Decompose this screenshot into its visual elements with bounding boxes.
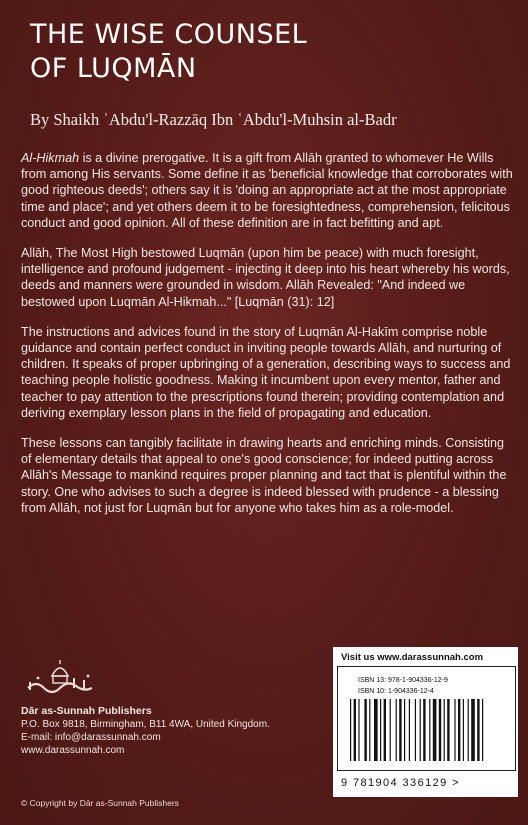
paragraph-1-text: is a divine prerogative. It is a gift from Allāh granted to whomever He Wills from among His servants. Some define it as 'beneficial knowledge that corroborates with good righteous deeds'; others say it is 'doing an appropriate act at the most appropriate time and place'; and yet others deem it to be foresightedness, comprehension, felicitous conduct and good opinion. All of these definition are in fact befitting and apt.: [21, 151, 513, 230]
title-line-2: OF LUQMĀN: [30, 53, 197, 84]
barcode-stripe: [369, 699, 370, 761]
barcode-stripe: [358, 699, 359, 761]
barcode-stripe: [364, 699, 366, 761]
paragraph-4: These lessons can tangibly facilitate in drawing hearts and enriching minds. Consisting of elementary details that appeal to one's good conscience; for indeed putting across Allāh's Message to mankind requires proper planning and tact that is plentiful within the story. One who advises to such a degree is indeed blessed with prudence - a blessing from Allāh, not just for Luqmān but for anyone who takes him as a role-model.: [21, 436, 507, 515]
barcode-stripe: [463, 699, 464, 761]
paragraph-1: [21, 150, 513, 231]
barcode-stripe: [404, 699, 405, 761]
barcode-stripe: [454, 699, 455, 761]
barcode-stripe: [396, 699, 397, 761]
title-line-1: THE WISE COUNSEL: [30, 19, 308, 50]
barcode-digits: 9 781904 336129 >: [341, 777, 460, 789]
barcode-stripe: [458, 699, 460, 761]
book-title: [30, 18, 508, 86]
visit-website-label: Visit us www.darassunnah.com: [341, 652, 484, 663]
author-line: By Shaikh ʿAbdu'l-Razzāq Ibn ʿAbdu'l-Muhsin al-Badr: [30, 110, 397, 129]
barcode-stripe: [423, 699, 425, 761]
publisher-website: www.darassunnah.com: [21, 745, 125, 756]
barcode-bars: [346, 699, 506, 763]
paragraph-2: Allāh, The Most High bestowed Luqmān (upon him be peace) with much foresight, intelligence and profound judgement - injecting it deep into his heart whereby his words, deeds and manners were grounded in wisdom. Allāh Revealed: "And indeed we bestowed upon Luqmān Al-Hikmah..." [Luqmān (31): 12]: [21, 246, 510, 309]
al-hikmah-term: Al-Hikmah: [21, 151, 80, 165]
paragraph-3: The instructions and advices found in the story of Luqmān Al-Hakīm comprise noble guidance and contain perfect conduct in inviting people towards Allāh, and nurturing of children. It speaks of proper upbringing of a generation, describing ways to success and teaching people holistic goodness. Making it incumbent upon every mentor, father and teacher to pay attention to the prescriptions found therein; providing contemplation and deriving exemplary lesson plans in the field of propagating and education.: [21, 324, 511, 420]
barcode-stripe: [409, 699, 410, 761]
barcode-stripe: [429, 699, 430, 761]
barcode-stripe: [468, 699, 469, 761]
barcode-stripe: [384, 699, 386, 761]
barcode-stripe: [433, 699, 437, 761]
barcode-stripe: [354, 699, 356, 761]
barcode-stripe: [447, 699, 449, 761]
barcode-stripe: [477, 699, 479, 761]
isbn-box: [337, 666, 516, 771]
barcode-stripe: [420, 699, 421, 761]
publisher-info: [21, 705, 270, 757]
barcode-stripe: [380, 699, 381, 761]
barcode-panel: [333, 647, 518, 797]
publisher-email: E-mail: info@darassunnah.com: [21, 732, 161, 743]
isbn-13: ISBN 13: 978-1-904336-12-9: [358, 677, 448, 684]
copyright-notice: © Copyright by Dār as-Sunnah Publishers: [21, 798, 179, 808]
barcode-stripe: [482, 699, 483, 761]
barcode-stripe: [444, 699, 445, 761]
barcode-stripe: [471, 699, 475, 761]
barcode-stripe: [390, 699, 391, 761]
publisher-logo: [22, 658, 102, 694]
barcode-stripe: [374, 699, 378, 761]
isbn-10: ISBN 10: 1-904336-12-4: [358, 688, 434, 695]
barcode-stripe: [415, 699, 416, 761]
isbn-numbers: [358, 675, 448, 697]
barcode-stripe: [399, 699, 401, 761]
barcode-stripe: [350, 699, 351, 761]
blurb: [21, 150, 513, 530]
publisher-name: Dār as-Sunnah Publishers: [21, 705, 152, 717]
publisher-address: P.O. Box 9818, Birmingham, B11 4WA, United Kingdom.: [21, 719, 270, 730]
barcode-stripe: [439, 699, 441, 761]
